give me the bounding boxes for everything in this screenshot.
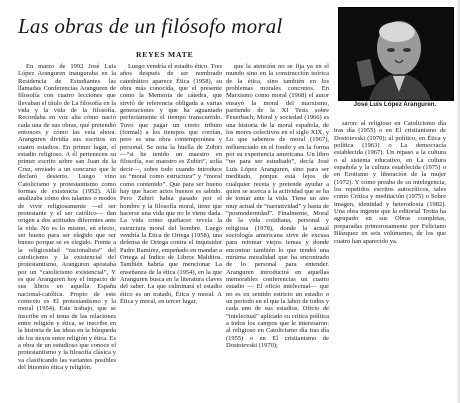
photo-caption: José Luis López Aranguren. [353, 101, 437, 108]
author-portrait-photo [338, 7, 454, 101]
article-column-4 [334, 120, 446, 245]
column-3-text: que la atención no se fija ya en el mundo sino en la construcción teórica de la ética, sino también en los problemas morales concretos. En Marxismo como moral (1968) el autor ensayó la moral del marxismo, partiendo de la XI Tesis sobre Feuerbach; Moral y sociedad (1966) es una historia de la moral española, de los mores colectivos en el siglo XIX, y Lo que sabemos de moral (1967), influenciado en el fondo y en la forma por su experiencia americana. Un libro “no para ser estudiado”, decía José Luis López Aranguren, sino para ser meditado, porque está lejos de cualquier receta y pretende ayudar a quien se acerca a la actividad que se ha de tomar ante la vida. Tiene un aire muy actual de “narratividad” y hasta de “posmodernidad”. Finalmente, Moral de la vida cotidiana, personal y religiosa (1978), donde la actual sociología americana sirve de excusa para retomar viejos temas y donde encontrar también lo que tendrá una mínima moralidad que ha encontrado de lo personal para entender. Aranguren introducirá en aquellas memorables conferencias un cuarto estadio — El oficio intelectual— que no es en sentido estricto un estadio o un periodo en el que la labor de todos y cada uno de sus estadios. Oficio de “intelectual” aplicado su crítica política a todos los campos que le interesaron: al religioso en Catolicismo día tras día (1955) o en El cristianismo de Dostoievski (1970); [226, 63, 329, 350]
article-column-2 [120, 63, 222, 305]
article-byline: REYES MATE [136, 50, 194, 59]
article-column-1 [18, 63, 116, 371]
column-2-text: Luego vendría el estadio ético. Tres años después de ser nombrado catedrático aparece Ética (1958), su obra más conocida, que el presente como la Memoria de cátedra, que sirvió de referencia obligada a varias generaciones y que ha aguantado perfectamente el tiempo transcurrido. Tuvo que pagar un cierto tributo (formal) a los tiempos que corrían, pero es una obra contemporánea y personal. Se nota la huella de Zubiri —“si he tenido un maestro en filosofía, ese maestro es Zubiri”, solía decir—, sobre todo cuando introduce su “moral como estructura” y “moral como contenido”. Que para ser bueno hay que hacer actos buenos es sabido. Pero Zubiri había pasado por el hombre y la filosofía moral, tiene que hacerse una vida que no le viene dada. La vida como quehacer revela la estructura moral del hombre. Luego vendría la Ética de Ortega (1958), una defensa de Ortega contra el inquisidor Padre Ramírez, empeñado en mandar a Ortega al Índice de Libros Malditos. También habría que mencionar La enseñanza de la ética (1954), en la que Aranguren busca en la literatura claves del saber. La que culminará el estadio ético es un tratado, Ética y moral. A Ética y moral, en tercer lugar, [120, 63, 222, 305]
column-4-text: saron: al religioso en Catolicismo día tras día (1955) o en El cristianismo de Dostoievski (1970); al político, en Ética y política (1963) o La democracia establecida (1967). Un repaso a la cultura o al sistema educativo, en La cultura española y la cultura establecida (1975) o en Erotismo y liberación de la mujer (1972). Y cómo preaba de su intelegencia, los repetidos escritos autocríticos, tales como Crítica y meditación (1975) o Sobre imagen, identidad y heterodoxia (1982). Una obra ingente que la editorial Trotta ha agrupado en sus Obras completas, preparadas primorosamente por Feliciano Blázquez en seis volúmenes, de los que cuatro han aparecido ya. [334, 120, 446, 245]
article-column-3 [226, 63, 329, 349]
column-1-text: En marzo de 1992 José Luis López Aranguren inauguraba en la Residencia de Estudiantes las llamadas Conferencias Aranguren de filosofía con cuatro lecciones que llevaban el título de La filosofía en la vida y la vida de la filosofía. Recordaba en voz alta cómo nació cada una de sus obras, qué pretendió entonces y cómo las veía ahora. Aranguren dividía sus escritos en cuatro estadios. En primer lugar, el estadio religioso. A él pertenecen su primer escrito sobre san Juan de la Cruz, enviado a un concurso que le declaró desierto. Luego vino Catolicismo y protestantismo como formas de existencia (1952). Allí analizaba cómo dos talantes o modos de vivir religiosamente —el ser protestante y el ser católico— dan origen a dos actitudes diferentes ante la vida. No es lo mismo, en efecto, ser bueno para ser elegido que ser bueno porque se es elegido. Frente a la religiosidad “racionalista” del catolicismo y la existencial del protestantismo, Aranguren apostaba por un “catolicismo existencial”, Y es que Aranguren hoy el impacto de sus libros en aquella España nacional-católica. Propio de este contexto es El protestantismo y la moral (1954). Este trabajo, que se inscribe en el tema de las relaciones entre religión y ética, se inscribe en la historia de las ideas en la búsqueda de los nexos entre religión y ética. Es a obra de un estudioso que conoce el protestantismo y la filosofía clásica y va clasificando las variantes posibles del binomio ética y religión. [18, 63, 116, 372]
article-title: Las obras de un filósofo moral [18, 14, 283, 38]
portrait-image [339, 8, 453, 100]
